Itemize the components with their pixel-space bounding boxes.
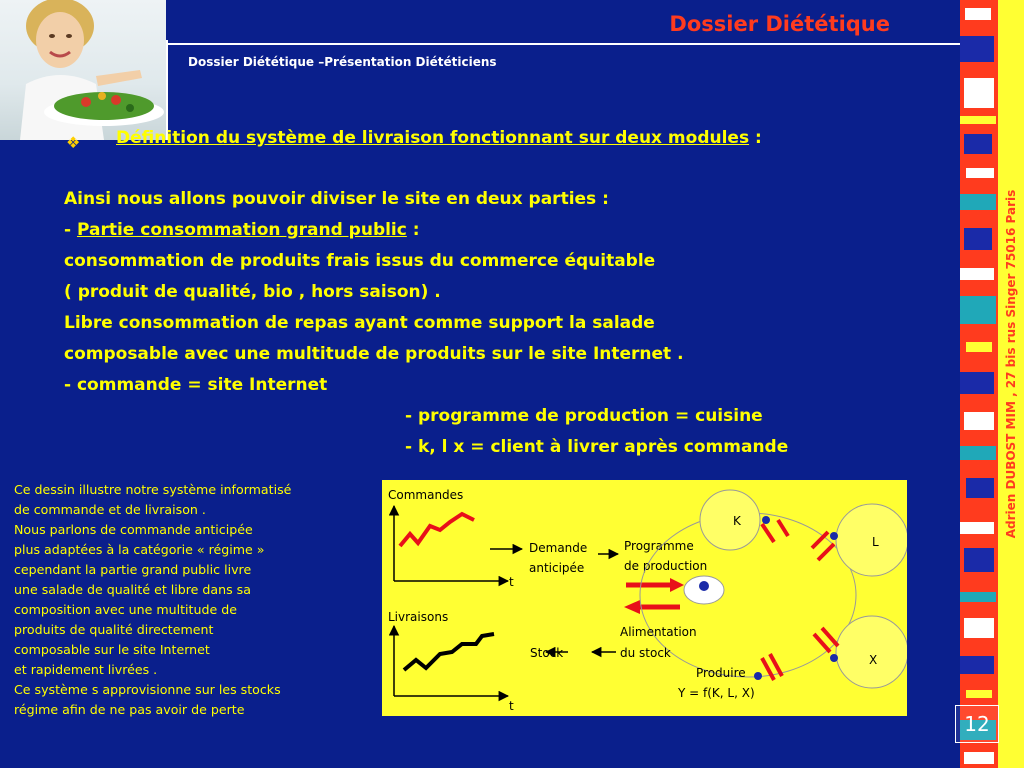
commandes-curve — [400, 514, 474, 546]
author-address: Adrien DUBOST MIM , 27 bis rus Singer 75016 Paris — [1004, 189, 1018, 539]
client-k-circle — [700, 490, 760, 550]
k-red-arrow-b — [778, 520, 788, 536]
client-l-dot — [830, 532, 838, 540]
t-axis-label: t — [509, 699, 514, 713]
caption-line: plus adaptées à la catégorie « régime » — [14, 542, 265, 557]
caption-line: composable sur le site Internet — [14, 642, 210, 657]
body-line: composable avec une multitude de produits sur le site Internet . — [64, 344, 684, 364]
decorative-stripes — [960, 0, 998, 768]
slide-title: Dossier Diététique — [669, 12, 890, 36]
caption-line: cependant la partie grand public livre — [14, 562, 252, 577]
production-formula: Y = f(K, L, X) — [678, 686, 755, 700]
client-l-label: L — [872, 535, 879, 549]
slide-subtitle: Dossier Diététique –Présentation Diététiciens — [188, 55, 497, 69]
body-line: - programme de production = cuisine — [405, 406, 763, 426]
produire-dot — [754, 672, 762, 680]
client-x-dot — [830, 654, 838, 662]
section-heading — [116, 128, 762, 148]
client-x-label: X — [869, 653, 878, 667]
caption-line: Nous parlons de commande anticipée — [14, 522, 253, 537]
body-line: - commande = site Internet — [64, 375, 328, 395]
programme-label: Programme — [624, 539, 694, 553]
body-line: ( produit de qualité, bio , hors saison) . — [64, 282, 441, 302]
woman-salad-icon — [0, 0, 166, 140]
body-underlined-phrase: Partie consommation grand public — [76, 220, 407, 240]
red-arrow-left-head — [624, 600, 640, 614]
diamond-bullet-icon: ❖ — [66, 133, 81, 152]
cuisine-node-center — [699, 581, 709, 591]
header-vertical-divider — [166, 40, 168, 140]
commandes-label: Commandes — [388, 488, 464, 502]
client-x-circle — [836, 616, 907, 688]
body-dash: - — [64, 220, 77, 240]
caption-line: composition avec une multitude de — [14, 602, 237, 617]
body-line-with-link — [64, 220, 420, 240]
caption-line: Ce système s approvisionne sur les stocks — [14, 682, 281, 697]
stock-label: Stock — [530, 646, 564, 660]
k-red-arrow-a — [762, 524, 774, 542]
alimentation-label: Alimentation — [620, 625, 697, 639]
section-heading-suffix: : — [749, 128, 762, 148]
body-line: consommation de produits frais issus du commerce équitable — [64, 251, 656, 271]
caption-line: régime afin de ne pas avoir de perte — [14, 702, 245, 717]
t-axis-label: t — [509, 575, 514, 589]
livraisons-curve — [404, 634, 494, 670]
system-diagram-svg — [382, 480, 907, 716]
client-k-dot — [762, 516, 770, 524]
production-label: de production — [624, 559, 708, 573]
l-red-arrow-b — [818, 544, 834, 560]
caption-line: une salade de qualité et libre dans sa — [14, 582, 251, 597]
anticipee-label: anticipée — [529, 561, 585, 575]
client-k-label: K — [733, 514, 741, 528]
produire-label: Produire — [696, 666, 746, 680]
caption-line: de commande et de livraison . — [14, 502, 206, 517]
body-colon: : — [406, 220, 420, 240]
caption-block — [14, 480, 374, 720]
header-photo — [0, 0, 166, 140]
demande-label: Demande — [529, 541, 588, 555]
caption-line: et rapidement livrées . — [14, 662, 158, 677]
caption-line: produits de qualité directement — [14, 622, 214, 637]
section-heading-text: Définition du système de livraison fonctionnant sur deux modules — [116, 128, 750, 148]
header-divider — [166, 43, 960, 45]
caption-line: Ce dessin illustre notre système informatisé — [14, 482, 292, 497]
stripe-pattern — [960, 0, 998, 768]
body-line: Libre consommation de repas ayant comme support la salade — [64, 313, 655, 333]
page-number: 12 — [955, 705, 999, 743]
livraisons-label: Livraisons — [388, 610, 449, 624]
body-line: Ainsi nous allons pouvoir diviser le site en deux parties : — [64, 189, 609, 209]
body-line: - k, l x = client à livrer après commande — [405, 437, 789, 457]
system-diagram — [382, 480, 907, 716]
red-arrow-right-head — [670, 578, 684, 592]
stock-supply-label: du stock — [620, 646, 671, 660]
